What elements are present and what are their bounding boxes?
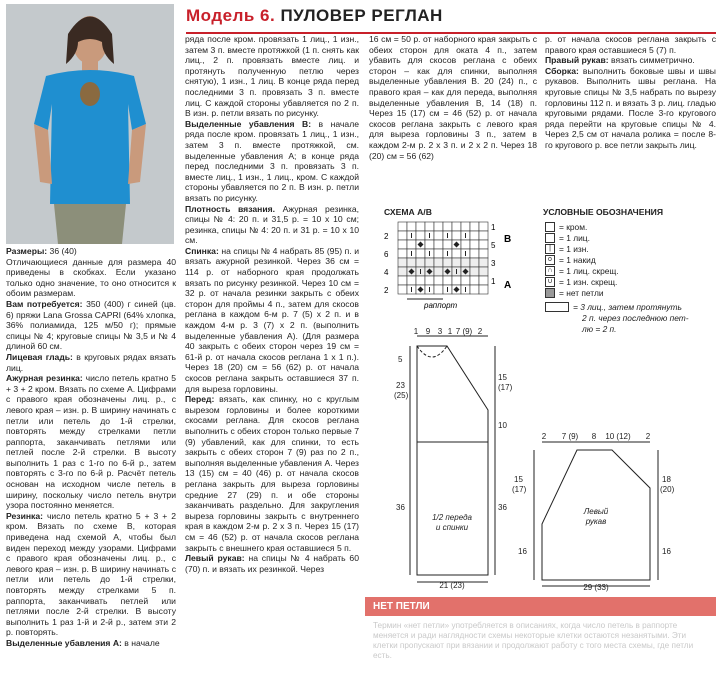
paragraph-text: 350 (400) г синей (цв. 6) пряжи Lana Grossa CAPRI (64% хлопка, 36% полиамида, 125 м/50 г); прямые спицы № 4; круговые спицы № 3,5 и № 4 длиной 60 см. [6, 298, 176, 352]
paragraph-text: вязать, как спинку, но с круглым вырезом горловины и более короткими скосами реглана. Для скосов реглана выполнить с обеих сторон только первые 7 (9) убавлений, как для спинки, то есть закрыть с обеих сторон 7 (9) раз по 2 п., выполняя выделенные убавления А. Через 13 (15) см = 40 (46) р. от начала скосов реглана закрыть для выреза горловины средние 27 (29) п. и обе стороны заканчивать раздельно. Для закругления выреза горловины закрыть с внутреннего края в каждом 2-м р. 2 х 3 п. Через 15 (17) см = 46 (52) р. от начала скосов реглана закрыть с внешнего края оставшиеся 5 п. [185, 394, 359, 553]
front-back-schematic [380, 327, 520, 590]
paragraph [6, 638, 176, 649]
scheme-cell [416, 222, 425, 231]
scheme-cell [434, 231, 443, 240]
dimension-label: 2 [477, 327, 483, 336]
scheme-cell [443, 258, 452, 267]
scheme-row-number: 1 [491, 223, 496, 232]
dimension-label: 36 [498, 503, 507, 512]
legend-symbol-icon [545, 233, 555, 243]
scheme-cell [425, 222, 434, 231]
scheme-cell [479, 231, 488, 240]
dimension-label: (25) [394, 391, 409, 400]
dimension-label: 2 [541, 432, 547, 441]
scheme-cell [434, 249, 443, 258]
dimension-label: рукав [585, 517, 607, 526]
scheme-cell [398, 258, 407, 267]
dimension-label: 36 [396, 503, 405, 512]
paragraph-heading: Выделенные убавления А: [6, 637, 122, 648]
net-info-box [365, 597, 716, 700]
scheme-cell [434, 222, 443, 231]
paragraph-heading: Вам потребуется: [6, 298, 83, 309]
scheme-cell [398, 285, 407, 294]
scheme-cell [398, 222, 407, 231]
dimension-label: 1 [413, 327, 419, 336]
scheme-cell [407, 258, 416, 267]
scheme-cell [470, 231, 479, 240]
scheme-row-number: 6 [384, 250, 389, 259]
scheme-cell [479, 258, 488, 267]
scheme-rapport-label: раппорт [424, 301, 458, 310]
paragraph [6, 352, 176, 373]
paragraph-text: число петель кратно 5 + 3 + 2 кром. Вязать по схеме А. Цифрами с правого края обозначены лиц. р., с левого края – изн. р. В ширину начинать с петли или петель до 1-й стрелки, повторять между стрелками петли раппорта, заканчивать петлями или петлей после 2-й стрелки. В высоту выполнить 1 раз с 1-го по 6-й р., затем повторять с 3-го по 6-й р. Расчёт петель основан на исходном числе петель в ширину, поскольку число петель внутри узора постоянно меняется. [6, 373, 177, 511]
legend-symbol-icon: | [545, 244, 555, 254]
net-info-header: НЕТ ПЕТЛИ [365, 597, 716, 616]
paragraph-heading: Резинка: [6, 510, 43, 521]
paragraph-heading: Спинка: [185, 245, 219, 256]
scheme-cell [398, 231, 407, 240]
paragraph-heading: Плотность вязания. [185, 203, 276, 214]
paragraph-text: в начале [121, 637, 160, 648]
scheme-row-number: 3 [491, 259, 496, 268]
scheme-cell [434, 285, 443, 294]
scheme-cell [452, 249, 461, 258]
legend-item-decrease [582, 324, 617, 334]
scheme-cell [479, 249, 488, 258]
paragraph-text: Отличающиеся данные для размера 40 приведены в скобках. Если указано только одно значение, то оно относится к обоим размерам. [6, 256, 176, 299]
legend-item-decrease [582, 313, 689, 323]
paragraph-heading: Левый рукав: [185, 553, 245, 564]
dimension-label: 18 [662, 475, 671, 484]
dimension-label: 8 [591, 432, 597, 441]
legend-symbol-icon [545, 222, 555, 232]
dimension-label: 15 [498, 373, 507, 382]
scheme-chart [380, 218, 520, 310]
paragraph-text: число петель кратно 5 + 3 + 2 кром. Вязать по схеме В, которая приведена над схемой А, чтобы был виден переход между узорами. Цифрами с правого края обозначены лиц. р., с левого края – изн. р. В ширину начинать с петли или петель до 1-й стрелки, повторять между стрелками 5 п. раппорта, заканчивать петлей или петлями после 2-й стрелки. В высоту выполнить 1 раз 1-й и 2-й р., затем эти 2 р. повторять. [6, 510, 176, 638]
scheme-row-number: 4 [384, 268, 389, 277]
legend-item-decrease [545, 302, 682, 312]
scheme-cell [425, 276, 434, 285]
paragraph [6, 511, 176, 638]
paragraph [185, 204, 359, 246]
paragraph [185, 119, 359, 204]
dimension-label: (17) [498, 383, 513, 392]
dimension-label: 9 [425, 327, 431, 336]
legend-label: 2 п. через последнюю пет- [582, 313, 689, 323]
model-photo [6, 4, 174, 244]
scheme-row-number: 5 [491, 241, 496, 250]
paragraph [6, 299, 176, 352]
decrease-symbol-icon [545, 302, 569, 312]
paragraph [545, 34, 716, 55]
scheme-cell [416, 249, 425, 258]
paragraph-heading: Размеры: [6, 246, 48, 256]
paragraph-text: р. от начала скосов реглана закрыть с правого края оставшиеся 5 (7) п. [545, 34, 716, 55]
paragraph-heading: Сборка: [545, 65, 579, 76]
scheme-cell [425, 240, 434, 249]
paragraph [545, 66, 716, 151]
dimension-label: (20) [660, 485, 675, 494]
scheme-cell [479, 222, 488, 231]
scheme-title: СХЕМА А/В [384, 207, 432, 217]
model-name: ПУЛОВЕР РЕГЛАН [280, 6, 443, 25]
scheme-cell [398, 276, 407, 285]
scheme-cell [470, 249, 479, 258]
legend-label: лю = 2 п. [582, 324, 617, 334]
scheme-cell [398, 249, 407, 258]
legend-item [545, 255, 596, 265]
dimension-label: 2 [645, 432, 651, 441]
paragraph-text: ряда после кром. провязать 1 лиц., 1 изн., затем 3 п. вместе протяжкой (1 п. снять как лиц., 2 п. провязать вместе лиц. и протянуть полученную петлю через снятую), 1 изн., 1 лиц. В конце ряда перед последними 3 п. провязать 3 п. вместе лиц. С каждой стороны убавляется по 2 п. В изн. р. петли вязать по рисунку. [185, 34, 359, 119]
scheme-cell [479, 276, 488, 285]
scheme-cell [470, 222, 479, 231]
scheme-cell [434, 258, 443, 267]
legend-label: = 1 лиц. скрещ. [559, 266, 619, 276]
dimension-label: 7 (9) [455, 327, 473, 336]
page-title [186, 6, 716, 30]
legend-symbol-icon: ∪ [545, 277, 555, 287]
net-info-text: Термин «нет петли» употребляется в описаниях, когда число петель в раппорте меняется и ради наглядности схемы некоторые клетки остаются незанятыми. Эти клетки пропускают при вязании и продолжают работу с того места схемы, где петли есть. [373, 621, 694, 660]
legend-item [545, 222, 587, 232]
scheme-cell [434, 276, 443, 285]
dimension-label: 7 (9) [561, 432, 579, 441]
scheme-cell [452, 258, 461, 267]
scheme-cell [407, 222, 416, 231]
dimension-label: 1/2 переда [432, 513, 472, 522]
text-column-3 [369, 34, 537, 194]
scheme-cell [443, 222, 452, 231]
dimension-label: 10 (12) [605, 432, 631, 441]
legend-label: = 1 изн. скрещ. [559, 277, 618, 287]
scheme-cell [434, 240, 443, 249]
scheme-row-number: 2 [384, 286, 389, 295]
paragraph [185, 246, 359, 394]
scheme-cell [416, 276, 425, 285]
paragraph [6, 246, 176, 257]
dimension-label: 5 [398, 355, 403, 364]
model-number: Модель 6. [186, 6, 276, 25]
scheme-cell [407, 240, 416, 249]
text-column-4 [545, 34, 716, 194]
scheme-cell [452, 276, 461, 285]
paragraph [185, 553, 359, 574]
dimension-label: и спинки [435, 523, 469, 532]
scheme-cell [479, 285, 488, 294]
dimension-label: 29 (33) [583, 583, 609, 592]
paragraph-text: выполнить боковые швы и швы рукавов. Выполнить швы реглана. На круговые спицы № 3,5 набрать по вырезу горловины 112 п. и вязать 3 р. лиц. гладью круговыми рядами. После 3-го кругового ряда перейти на круговые спицы № 4. Через 2,5 см от начала ролика = после 8-го кругового р. все петли закрыть лиц. [545, 65, 716, 150]
paragraph-text: 16 см = 50 р. от наборного края закрыть с обеих сторон для оката 4 п., затем убавить для скосов реглана с обеих сторон – как для спинки, выполняя выделенные убавления В. 20 (24) п., с правого края – как для переда, выполняя выделенные убавления В, 14 (18) п. Через 15 (17) см = 46 (52) р. от начала скосов реглана закрыть с левого края для выреза горловины 3 п., затем в каждом 2-м р. 2 х 3 п. и 2 х 2 п. Через 18 (20) см = 56 (62) [369, 34, 537, 161]
paragraph-text: на спицы № 4 набрать 60 (70) п. и вязать их резинкой. Через [185, 553, 359, 574]
scheme-cell [416, 231, 425, 240]
paragraph-text: вязать симметрично. [608, 55, 695, 66]
scheme-cell [407, 276, 416, 285]
front-neckline [417, 346, 447, 357]
dimension-label: 21 (23) [439, 581, 465, 590]
scheme-cell [434, 267, 443, 276]
dimension-label: 16 [518, 547, 527, 556]
legend-title: УСЛОВНЫЕ ОБОЗНАЧЕНИЯ [543, 207, 664, 217]
paragraph-text: Ажурная резинка, спицы № 4: 20 п. и 31,5 р. = 10 х 10 см; резинка, спицы № 4: 20 п. и 31 р. = 10 х 10 см. [185, 203, 360, 246]
legend-item [545, 277, 617, 287]
dimension-label: 3 [437, 327, 443, 336]
paragraph-text: в круговых рядах вязать лиц. [6, 351, 176, 373]
scheme-cell [479, 240, 488, 249]
sleeve-schematic [512, 428, 675, 592]
legend-label: = 1 лиц. [559, 233, 590, 243]
paragraph-text: в начале ряда после кром. провязать 1 лиц., 1 изн., затем 3 п. вместе протяжкой, см. выделенные убавления А; в конце ряда перед последними 3 п. провязать 3 п. вместе лиц., 1 изн., 1 лиц., кром. С каждой стороны убавляется по 2 п. В изн. р. петли вязать по рисунку. [185, 118, 359, 203]
paragraph-heading: Ажурная резинка: [6, 373, 83, 384]
scheme-cell [470, 240, 479, 249]
dimension-label: 10 [498, 421, 507, 430]
paragraph [545, 55, 716, 66]
paragraph [6, 257, 176, 299]
scheme-label-b: В [504, 234, 512, 245]
paragraph-heading: Лицевая гладь: [6, 351, 73, 362]
scheme-row-number: 2 [384, 232, 389, 241]
legend-item [545, 244, 589, 254]
scheme-cell [479, 267, 488, 276]
legend-label: = нет петли [559, 288, 604, 298]
paragraph [6, 373, 176, 511]
scheme-cell [470, 267, 479, 276]
paragraph [185, 394, 359, 553]
scheme-cell [452, 222, 461, 231]
scheme-cell [398, 240, 407, 249]
legend-item [545, 233, 590, 243]
paragraph-heading: Выделенные убавления В: [185, 118, 312, 129]
legend-symbol-icon [545, 288, 555, 298]
legend-label: = 1 накид [559, 255, 596, 265]
dimension-label: 16 [662, 547, 671, 556]
paragraph-text: на спицы № 4 набрать 85 (95) п. и вязать ажурной резинкой. Через 36 см = 114 р. от наборного края продолжать вязать по рисунку резинкой. Через 10 см = 32 р. от начала резинки закрыть с обеих сторон для проймы 4 п., затем для скосов реглана в каждом 6-м р. 7 (5) х 2 п. и в каждом 4-м р. 3 (7) х 2 п. (выполнить выделенные убавления А). (Для размера 40 закрыть с обеих сторон через 19 см = 61-й р. от начала скосов реглана 1 х 1 п.). Через 18 (20) см = 56 (62) р. от начала скосов реглана закрыть оставшиеся 37 п. для выреза горловины. [185, 245, 359, 394]
dimension-label: Левый [583, 507, 609, 516]
dimension-label: 15 [514, 475, 523, 484]
scheme-cell [461, 240, 470, 249]
scheme-label-a: А [504, 280, 512, 291]
paragraph-heading: Перед: [185, 394, 215, 405]
legend-symbol-icon: o [545, 255, 555, 265]
text-column-1 [6, 246, 176, 700]
scheme-cell [443, 240, 452, 249]
scheme-cell [470, 258, 479, 267]
dimension-label: 23 [396, 381, 405, 390]
front-outline [417, 346, 488, 575]
legend-item [545, 288, 604, 298]
legend-label: = 1 изн. [559, 244, 589, 254]
dimension-label: 1 [447, 327, 453, 336]
paragraph-text: 36 (40) [47, 246, 77, 256]
scheme-cell [416, 258, 425, 267]
paragraph [185, 34, 359, 119]
model-illustration [6, 4, 174, 244]
scheme-cell [470, 285, 479, 294]
scheme-cell [461, 258, 470, 267]
scheme-row-number: 1 [491, 277, 496, 286]
paragraph-heading: Правый рукав: [545, 55, 609, 66]
scheme-cell [443, 276, 452, 285]
scheme-cell [452, 231, 461, 240]
scheme-cell [425, 258, 434, 267]
legend-label: = 3 лиц., затем протянуть [573, 302, 682, 312]
scheme-cell [461, 222, 470, 231]
scheme-cell [398, 267, 407, 276]
legend-symbol-icon: ∩ [545, 266, 555, 276]
paragraph [369, 34, 537, 161]
scheme-cell [461, 276, 470, 285]
text-column-2 [185, 34, 359, 700]
legend-label: = кром. [559, 222, 588, 232]
legend-item [545, 266, 619, 276]
scheme-cell [470, 276, 479, 285]
dimension-label: (17) [512, 485, 527, 494]
